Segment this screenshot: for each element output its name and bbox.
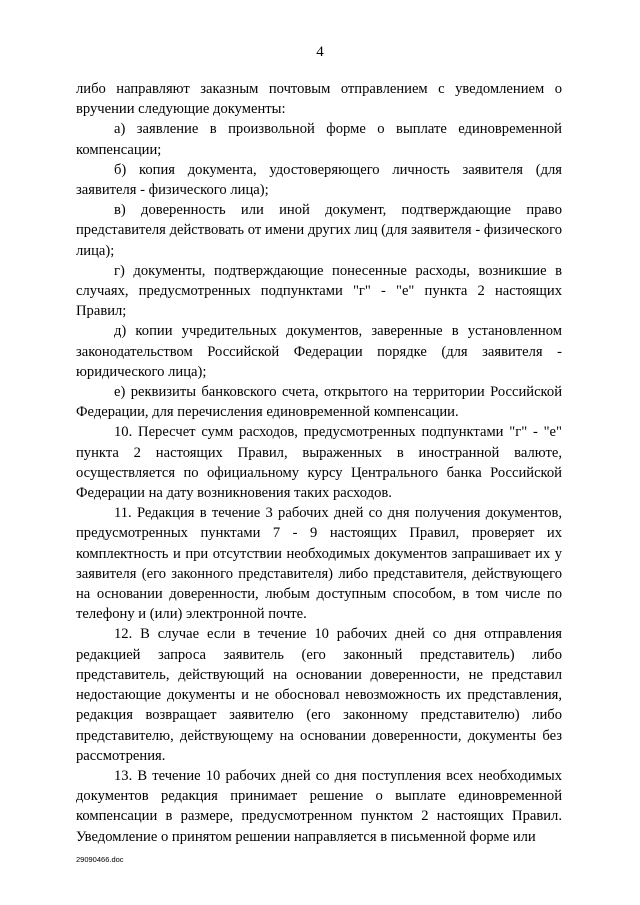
paragraph-12: 12. В случае если в течение 10 рабочих дней со дня отправления редакцией запроса заявитель (его законный представитель) либо представитель, действующий на основании доверенности, не представил недостающие документы и не обосновал невозможность их представления, редакция возвращает заявителю (его законному представителю) либо представителю, действующему на основании доверенности, документы без рассмотрения.	[76, 626, 562, 764]
list-item-b: б) копия документа, удостоверяющего личность заявителя (для заявителя - физического лица);	[76, 161, 562, 199]
list-item-g: г) документы, подтверждающие понесенные расходы, возникшие в случаях, предусмотренных подпунктами "г" - "е" пункта 2 настоящих Правил;	[76, 262, 562, 320]
page-number: 4	[316, 44, 324, 60]
paragraph-11: 11. Редакция в течение 3 рабочих дней со дня получения документов, предусмотренных пунктами 7 - 9 настоящих Правил, проверяет их комплектность и при отсутствии необходимых документов запрашивает их у заявителя (его законного представителя) либо представителя, действующего на основании доверенности, любым доступным способом, в том числе по телефону и (или) электронной почте.	[76, 505, 562, 623]
list-item-v: в) доверенность или иной документ, подтверждающие право представителя действовать от имени других лиц (для заявителя - физического лица);	[76, 202, 562, 259]
paragraph-continuation: либо направляют заказным почтовым отправлением с уведомлением о вручении следующие документы:	[76, 81, 562, 118]
paragraph-13: 13. В течение 10 рабочих дней со дня поступления всех необходимых документов редакция принимает решение о выплате единовременной компенсации в размере, предусмотренном пунктом 2 настоящих Правил. Уведомление о принятом решении направляется в письменной форме или	[76, 767, 562, 845]
footer-file-code: 29090466.doc	[76, 855, 124, 864]
list-item-e: е) реквизиты банковского счета, открытого на территории Российской Федерации, для перечисления единовременной компенсации.	[76, 384, 562, 421]
document-body	[76, 79, 562, 847]
list-item-d: д) копии учредительных документов, заверенные в установленном законодательством Российской Федерации порядке (для заявителя - юридического лица);	[76, 323, 562, 380]
list-item-a: а) заявление в произвольной форме о выплате единовременной компенсации;	[76, 121, 562, 158]
paragraph-10: 10. Пересчет сумм расходов, предусмотренных подпунктами "г" - "е" пункта 2 настоящих Правил, выраженных в иностранной валюте, осуществляется по официальному курсу Центрального банка Российской Федерации на дату возникновения таких расходов.	[76, 424, 562, 502]
